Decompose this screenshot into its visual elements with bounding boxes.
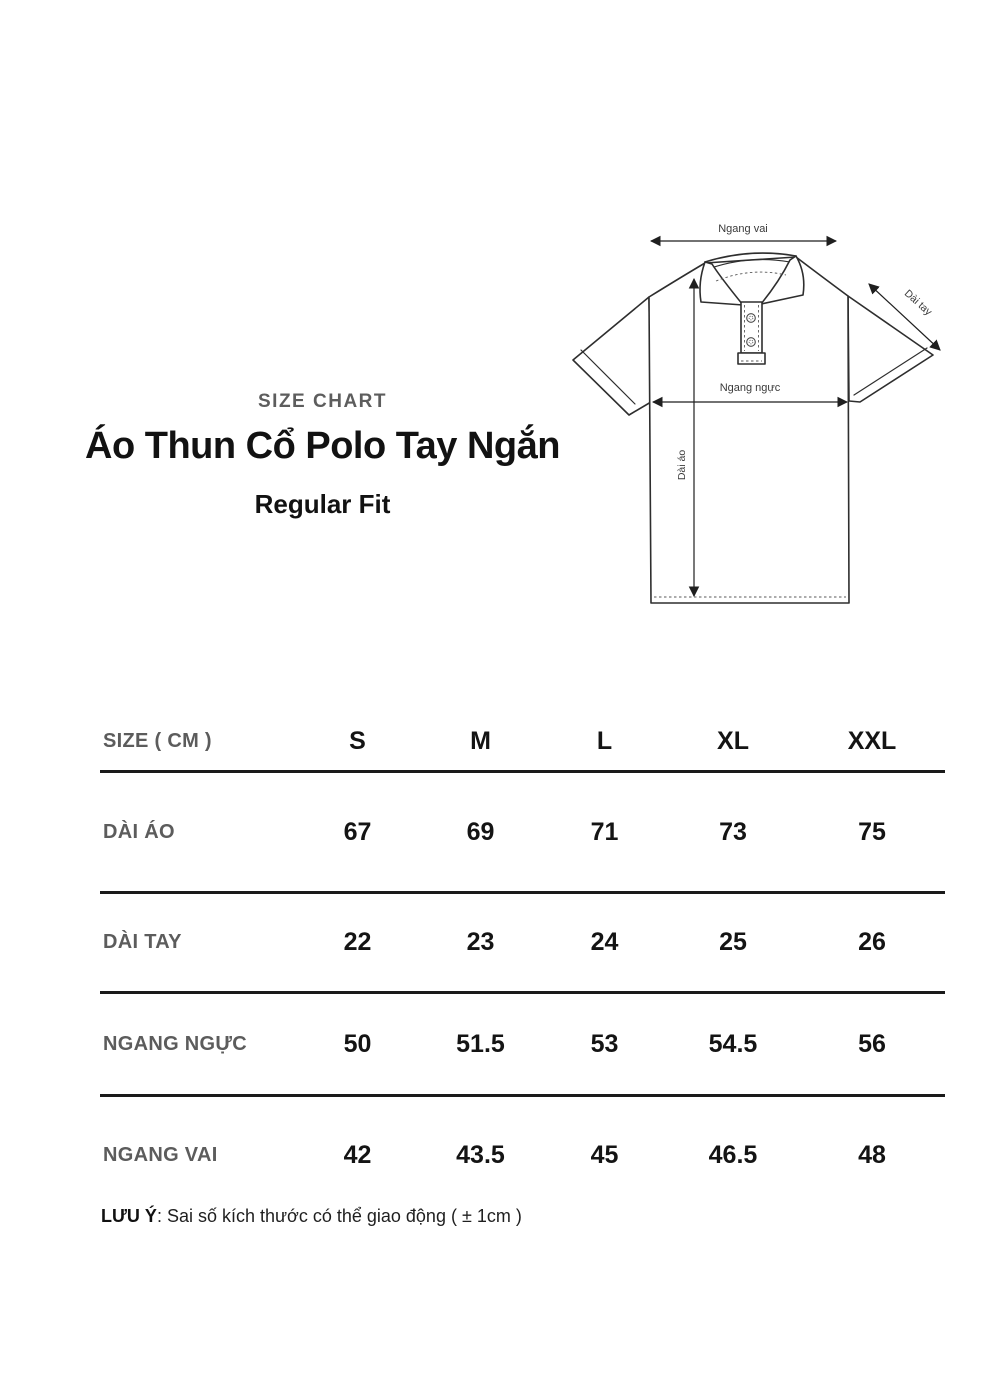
- polo-measurement-diagram: [553, 208, 955, 615]
- size-value: 56: [858, 1029, 886, 1058]
- tolerance-note-label: LƯU Ý: [101, 1206, 157, 1226]
- size-value: 26: [858, 928, 886, 956]
- size-table-rows: [100, 773, 945, 1213]
- tolerance-note-text: : Sai số kích thước có thể giao động ( ± 1cm ): [156, 1206, 522, 1226]
- size-value: 45: [590, 1140, 619, 1169]
- tolerance-note: [101, 1206, 522, 1227]
- row-label: DÀI TAY: [103, 931, 182, 953]
- size-value: 51.5: [456, 1029, 505, 1058]
- size-col-xxl: XXL: [847, 726, 897, 755]
- size-col-l: L: [596, 726, 613, 755]
- sleeve-length-label: Dài tay: [901, 287, 935, 319]
- size-value: 42: [343, 1140, 372, 1169]
- size-value: 23: [466, 928, 495, 956]
- chest-width-label: Ngang ngực: [719, 382, 781, 394]
- size-value: 53: [590, 1029, 619, 1058]
- table-row: [100, 994, 945, 1097]
- placket-bottom-box: [738, 353, 765, 364]
- size-value: 46.5: [708, 1140, 758, 1169]
- shirt-length-label: Dài áo: [676, 449, 688, 481]
- size-value: 48: [858, 1140, 886, 1169]
- table-row: [100, 894, 945, 994]
- size-value: 69: [466, 817, 495, 846]
- size-value: 24: [590, 928, 619, 956]
- row-label: NGANG NGỰC: [103, 1032, 248, 1055]
- row-label: DÀI ÁO: [103, 820, 175, 843]
- row-label: NGANG VAI: [103, 1143, 218, 1166]
- fit-subtitle: Regular Fit: [254, 489, 391, 519]
- table-row: [100, 1097, 945, 1213]
- size-table-header: [100, 712, 945, 773]
- size-value: 22: [343, 928, 372, 956]
- size-col-xl: XL: [717, 726, 749, 755]
- shoulder-width-label: Ngang vai: [718, 223, 768, 235]
- size-value: 43.5: [456, 1140, 505, 1169]
- size-unit-header: SIZE ( CM ): [103, 729, 212, 752]
- size-value: 50: [343, 1029, 372, 1058]
- polo-shirt-drawing: [553, 208, 955, 615]
- size-value: 67: [343, 817, 372, 846]
- size-value: 25: [719, 928, 747, 956]
- size-value: 73: [719, 817, 747, 846]
- size-value: 75: [858, 817, 886, 846]
- size-col-s: S: [349, 726, 366, 755]
- size-chart-eyebrow: SIZE CHART: [258, 391, 387, 412]
- size-value: 71: [590, 817, 619, 846]
- table-row: [100, 773, 945, 894]
- size-table: [100, 712, 945, 1213]
- left-sleeve: [573, 297, 651, 415]
- size-value: 54.5: [708, 1029, 758, 1058]
- product-title: Áo Thun Cổ Polo Tay Ngắn: [85, 425, 560, 467]
- size-col-m: M: [470, 726, 491, 755]
